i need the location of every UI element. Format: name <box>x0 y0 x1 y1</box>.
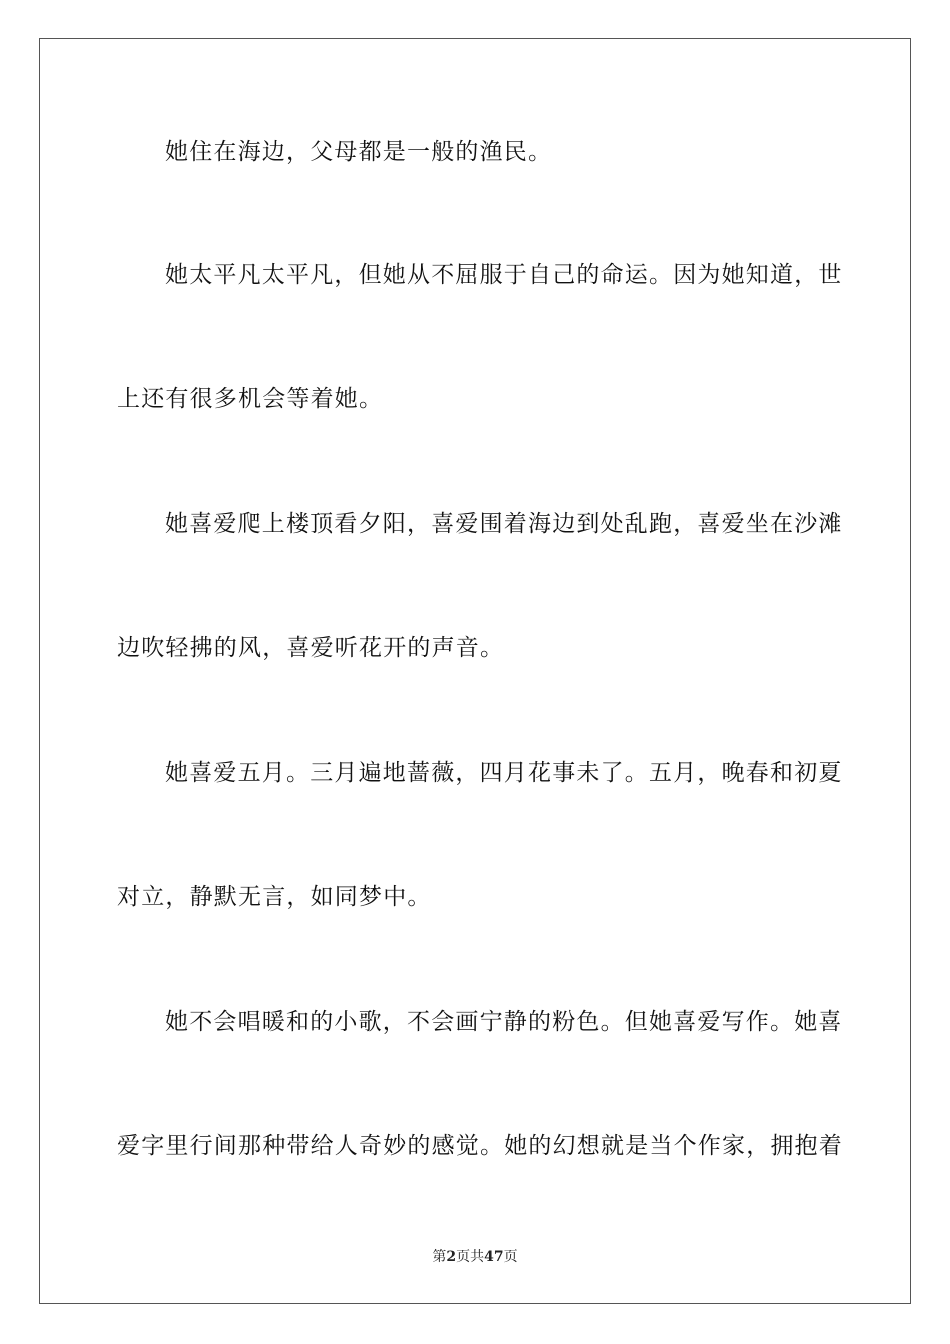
page-number: 2 <box>446 1249 457 1265</box>
paragraph-1-line-1: 她住在海边，父母都是一般的渔民。 <box>165 139 553 165</box>
paragraph-3-line-2: 边吹轻拂的风，喜爱听花开的声音。 <box>117 635 505 661</box>
page-suffix: 页 <box>456 1249 471 1265</box>
paragraph-5-line-2: 爱字里行间那种带给人奇妙的感觉。她的幻想就是当个作家，拥抱着 <box>117 1133 843 1159</box>
paragraph-5-line-1: 她不会唱暖和的小歌，不会画宁静的粉色。但她喜爱写作。她喜 <box>165 1009 843 1035</box>
paragraph-3-line-1: 她喜爱爬上楼顶看夕阳，喜爱围着海边到处乱跑，喜爱坐在沙滩 <box>165 511 843 537</box>
paragraph-4-line-2: 对立，静默无言，如同梦中。 <box>117 884 432 910</box>
paragraph-2-line-2: 上还有很多机会等着她。 <box>117 386 384 412</box>
total-pages: 47 <box>484 1249 504 1265</box>
page-border <box>39 38 911 1304</box>
paragraph-4-line-1: 她喜爱五月。三月遍地蔷薇，四月花事未了。五月，晚春和初夏 <box>165 760 843 786</box>
page-prefix: 第 <box>432 1249 447 1265</box>
paragraph-2-line-1: 她太平凡太平凡，但她从不屈服于自己的命运。因为她知道，世 <box>165 262 843 288</box>
page-footer <box>0 1248 950 1266</box>
total-prefix: 共 <box>470 1249 485 1265</box>
total-suffix: 页 <box>503 1249 518 1265</box>
